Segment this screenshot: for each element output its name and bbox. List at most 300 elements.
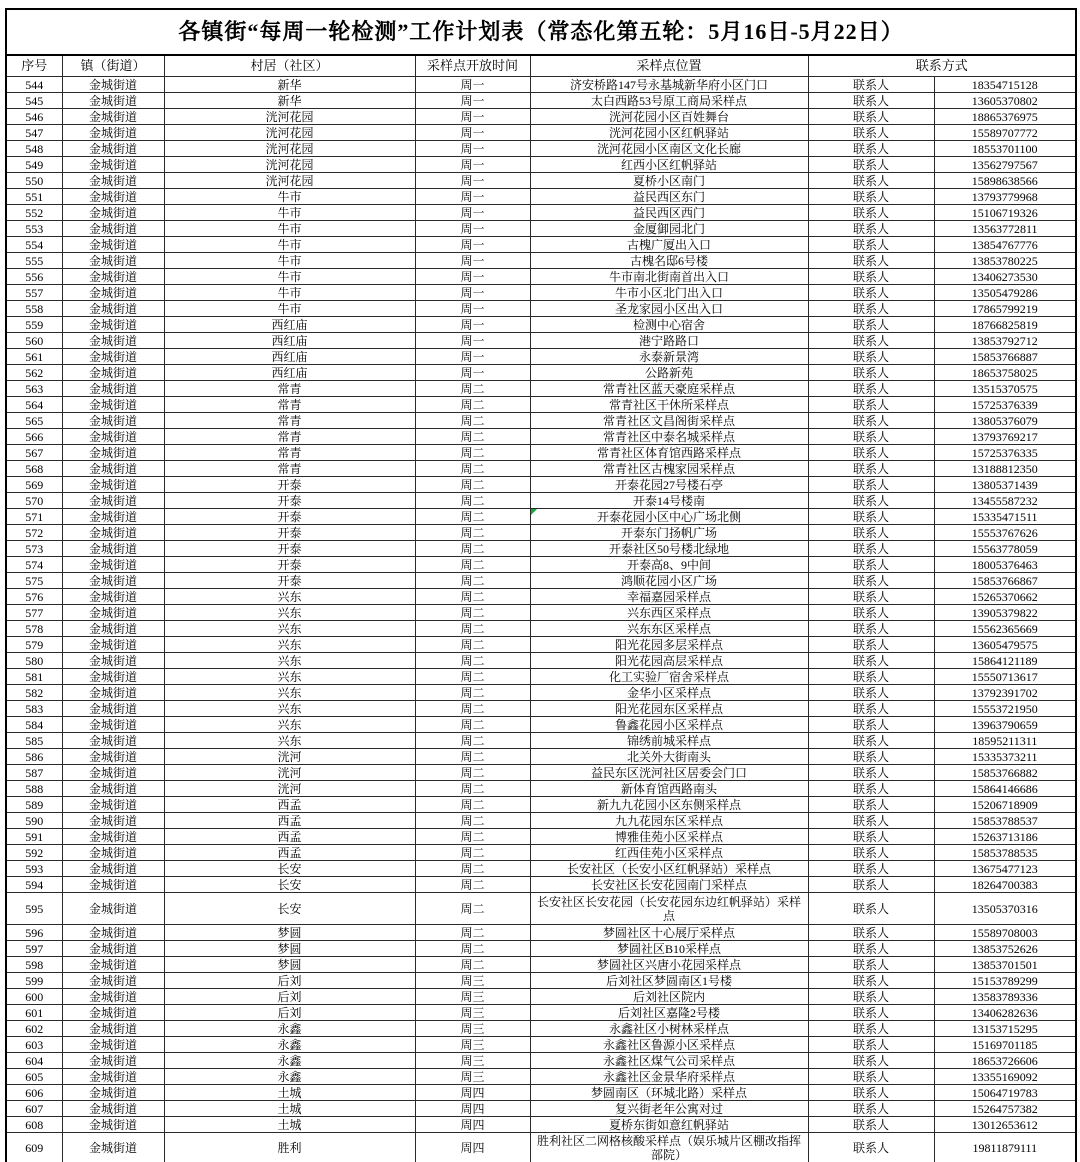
cell-no: 597 xyxy=(6,941,62,957)
header-row xyxy=(6,55,1076,77)
cell-village: 土城 xyxy=(164,1085,415,1101)
cell-village: 新华 xyxy=(164,77,415,93)
cell-phone: 13562797567 xyxy=(934,157,1076,173)
cell-contact: 联系人 xyxy=(808,1037,934,1053)
cell-contact: 联系人 xyxy=(808,1005,934,1021)
cell-town: 金城街道 xyxy=(62,845,164,861)
cell-village: 永鑫 xyxy=(164,1021,415,1037)
cell-village: 兴东 xyxy=(164,685,415,701)
cell-phone: 13675477123 xyxy=(934,861,1076,877)
cell-no: 606 xyxy=(6,1085,62,1101)
cell-no: 593 xyxy=(6,861,62,877)
cell-day: 周一 xyxy=(415,365,530,381)
cell-phone: 15153789299 xyxy=(934,973,1076,989)
cell-village: 西红庙 xyxy=(164,333,415,349)
cell-town: 金城街道 xyxy=(62,493,164,509)
cell-day: 周二 xyxy=(415,525,530,541)
cell-no: 584 xyxy=(6,717,62,733)
table-row xyxy=(6,349,1076,365)
cell-location: 长安社区（长安小区红帆驿站）采样点 xyxy=(530,861,808,877)
cell-location: 永鑫社区金景华府采样点 xyxy=(530,1069,808,1085)
table-row xyxy=(6,1021,1076,1037)
cell-day: 周二 xyxy=(415,765,530,781)
cell-contact: 联系人 xyxy=(808,381,934,397)
cell-town: 金城街道 xyxy=(62,381,164,397)
cell-village: 西孟 xyxy=(164,797,415,813)
cell-contact: 联系人 xyxy=(808,477,934,493)
cell-day: 周四 xyxy=(415,1133,530,1162)
cell-contact: 联系人 xyxy=(808,125,934,141)
cell-no: 549 xyxy=(6,157,62,173)
cell-phone: 13854767776 xyxy=(934,237,1076,253)
cell-contact: 联系人 xyxy=(808,413,934,429)
cell-contact: 联系人 xyxy=(808,941,934,957)
table-row xyxy=(6,397,1076,413)
table-row xyxy=(6,749,1076,765)
cell-phone: 13605370802 xyxy=(934,93,1076,109)
table-row xyxy=(6,1069,1076,1085)
cell-location: 兴东东区采样点 xyxy=(530,621,808,637)
cell-location: 新体育馆西路南头 xyxy=(530,781,808,797)
cell-day: 周一 xyxy=(415,173,530,189)
cell-phone: 15553767626 xyxy=(934,525,1076,541)
cell-location: 金厦御园北门 xyxy=(530,221,808,237)
cell-day: 周二 xyxy=(415,477,530,493)
table-row xyxy=(6,877,1076,893)
cell-day: 周二 xyxy=(415,413,530,429)
cell-day: 周二 xyxy=(415,957,530,973)
cell-town: 金城街道 xyxy=(62,765,164,781)
cell-village: 梦圆 xyxy=(164,925,415,941)
cell-note-marker-icon xyxy=(531,509,537,515)
cell-no: 592 xyxy=(6,845,62,861)
cell-contact: 联系人 xyxy=(808,397,934,413)
cell-no: 590 xyxy=(6,813,62,829)
cell-town: 金城街道 xyxy=(62,317,164,333)
cell-phone: 13406273530 xyxy=(934,269,1076,285)
cell-phone: 13853792712 xyxy=(934,333,1076,349)
cell-no: 582 xyxy=(6,685,62,701)
cell-no: 601 xyxy=(6,1005,62,1021)
cell-no: 605 xyxy=(6,1069,62,1085)
cell-town: 金城街道 xyxy=(62,877,164,893)
cell-location: 梦圆社区十心展厅采样点 xyxy=(530,925,808,941)
cell-town: 金城街道 xyxy=(62,173,164,189)
cell-contact: 联系人 xyxy=(808,621,934,637)
table-row xyxy=(6,173,1076,189)
cell-no: 583 xyxy=(6,701,62,717)
cell-town: 金城街道 xyxy=(62,253,164,269)
cell-contact: 联系人 xyxy=(808,1053,934,1069)
cell-location: 益民西区东门 xyxy=(530,189,808,205)
cell-village: 开泰 xyxy=(164,573,415,589)
cell-phone: 19811879111 xyxy=(934,1133,1076,1162)
cell-village: 西孟 xyxy=(164,845,415,861)
cell-contact: 联系人 xyxy=(808,317,934,333)
cell-village: 西红庙 xyxy=(164,365,415,381)
cell-contact: 联系人 xyxy=(808,781,934,797)
table-row xyxy=(6,189,1076,205)
cell-town: 金城街道 xyxy=(62,333,164,349)
cell-location: 益民东区洸河社区居委会门口 xyxy=(530,765,808,781)
table-row xyxy=(6,269,1076,285)
cell-location: 古槐名邸6号楼 xyxy=(530,253,808,269)
table-row xyxy=(6,493,1076,509)
cell-town: 金城街道 xyxy=(62,829,164,845)
cell-contact: 联系人 xyxy=(808,221,934,237)
cell-contact: 联系人 xyxy=(808,845,934,861)
cell-village: 西红庙 xyxy=(164,349,415,365)
cell-day: 周二 xyxy=(415,397,530,413)
cell-no: 550 xyxy=(6,173,62,189)
table-row xyxy=(6,93,1076,109)
table-row xyxy=(6,989,1076,1005)
table-row xyxy=(6,525,1076,541)
cell-phone: 13515370575 xyxy=(934,381,1076,397)
table-row xyxy=(6,1053,1076,1069)
cell-location: 九九花园东区采样点 xyxy=(530,813,808,829)
cell-contact: 联系人 xyxy=(808,509,934,525)
cell-location: 开泰花园小区中心广场北侧 xyxy=(530,509,808,525)
cell-day: 周一 xyxy=(415,333,530,349)
cell-village: 洸河 xyxy=(164,781,415,797)
cell-village: 开泰 xyxy=(164,493,415,509)
cell-location: 阳光花园高层采样点 xyxy=(530,653,808,669)
cell-phone: 15064719783 xyxy=(934,1085,1076,1101)
cell-town: 金城街道 xyxy=(62,221,164,237)
cell-day: 周二 xyxy=(415,541,530,557)
cell-town: 金城街道 xyxy=(62,301,164,317)
cell-village: 梦圆 xyxy=(164,941,415,957)
table-row xyxy=(6,733,1076,749)
cell-day: 周二 xyxy=(415,925,530,941)
cell-town: 金城街道 xyxy=(62,717,164,733)
cell-village: 洸河花园 xyxy=(164,141,415,157)
cell-contact: 联系人 xyxy=(808,893,934,925)
cell-village: 常青 xyxy=(164,397,415,413)
cell-contact: 联系人 xyxy=(808,957,934,973)
cell-town: 金城街道 xyxy=(62,461,164,477)
cell-day: 周三 xyxy=(415,989,530,1005)
cell-location: 阳光花园东区采样点 xyxy=(530,701,808,717)
cell-village: 牛市 xyxy=(164,269,415,285)
cell-no: 565 xyxy=(6,413,62,429)
cell-contact: 联系人 xyxy=(808,669,934,685)
cell-day: 周二 xyxy=(415,845,530,861)
cell-town: 金城街道 xyxy=(62,1117,164,1133)
cell-location: 常青社区干休所采样点 xyxy=(530,397,808,413)
cell-location: 复兴街老年公寓对过 xyxy=(530,1101,808,1117)
table-row xyxy=(6,637,1076,653)
col-header-no: 序号 xyxy=(6,55,62,77)
cell-no: 596 xyxy=(6,925,62,941)
table-row xyxy=(6,141,1076,157)
cell-town: 金城街道 xyxy=(62,605,164,621)
cell-village: 兴东 xyxy=(164,589,415,605)
cell-contact: 联系人 xyxy=(808,1101,934,1117)
cell-day: 周一 xyxy=(415,301,530,317)
cell-contact: 联系人 xyxy=(808,285,934,301)
cell-phone: 15264757382 xyxy=(934,1101,1076,1117)
cell-location: 常青社区体育馆西路采样点 xyxy=(530,445,808,461)
table-row xyxy=(6,669,1076,685)
cell-town: 金城街道 xyxy=(62,77,164,93)
cell-phone: 13963790659 xyxy=(934,717,1076,733)
table-row xyxy=(6,1037,1076,1053)
cell-contact: 联系人 xyxy=(808,141,934,157)
cell-contact: 联系人 xyxy=(808,349,934,365)
cell-contact: 联系人 xyxy=(808,765,934,781)
cell-phone: 13793769217 xyxy=(934,429,1076,445)
cell-no: 575 xyxy=(6,573,62,589)
cell-location: 开泰14号楼南 xyxy=(530,493,808,509)
cell-town: 金城街道 xyxy=(62,285,164,301)
cell-location: 常青社区中泰名城采样点 xyxy=(530,429,808,445)
cell-contact: 联系人 xyxy=(808,589,934,605)
cell-village: 后刘 xyxy=(164,989,415,1005)
cell-town: 金城街道 xyxy=(62,1005,164,1021)
cell-no: 576 xyxy=(6,589,62,605)
cell-no: 570 xyxy=(6,493,62,509)
cell-day: 周一 xyxy=(415,205,530,221)
cell-day: 周二 xyxy=(415,445,530,461)
cell-contact: 联系人 xyxy=(808,1069,934,1085)
col-header-village: 村居（社区） xyxy=(164,55,415,77)
cell-contact: 联系人 xyxy=(808,365,934,381)
cell-town: 金城街道 xyxy=(62,541,164,557)
table-row xyxy=(6,253,1076,269)
cell-day: 周二 xyxy=(415,429,530,445)
table-row xyxy=(6,557,1076,573)
table-row xyxy=(6,365,1076,381)
cell-village: 常青 xyxy=(164,429,415,445)
cell-town: 金城街道 xyxy=(62,1101,164,1117)
table-body xyxy=(6,77,1076,1162)
cell-village: 洸河花园 xyxy=(164,109,415,125)
cell-day: 周二 xyxy=(415,637,530,653)
cell-no: 544 xyxy=(6,77,62,93)
cell-town: 金城街道 xyxy=(62,349,164,365)
cell-contact: 联系人 xyxy=(808,717,934,733)
cell-day: 周三 xyxy=(415,1005,530,1021)
cell-no: 607 xyxy=(6,1101,62,1117)
cell-location: 洸河花园小区百姓舞台 xyxy=(530,109,808,125)
cell-day: 周二 xyxy=(415,717,530,733)
cell-day: 周二 xyxy=(415,685,530,701)
cell-location: 幸福嘉园采样点 xyxy=(530,589,808,605)
cell-day: 周二 xyxy=(415,509,530,525)
cell-phone: 13153715295 xyxy=(934,1021,1076,1037)
cell-phone: 15853788535 xyxy=(934,845,1076,861)
cell-contact: 联系人 xyxy=(808,493,934,509)
cell-day: 周二 xyxy=(415,653,530,669)
cell-village: 西孟 xyxy=(164,813,415,829)
cell-location: 永泰新景湾 xyxy=(530,349,808,365)
table-row xyxy=(6,893,1076,925)
cell-phone: 13605479575 xyxy=(934,637,1076,653)
cell-village: 常青 xyxy=(164,413,415,429)
table-row xyxy=(6,509,1076,525)
cell-day: 周三 xyxy=(415,1053,530,1069)
cell-phone: 18653726606 xyxy=(934,1053,1076,1069)
table-row xyxy=(6,1133,1076,1162)
cell-phone: 15589708003 xyxy=(934,925,1076,941)
table-row xyxy=(6,413,1076,429)
cell-phone: 13188812350 xyxy=(934,461,1076,477)
cell-day: 周四 xyxy=(415,1101,530,1117)
cell-town: 金城街道 xyxy=(62,525,164,541)
cell-phone: 15853788537 xyxy=(934,813,1076,829)
table-row xyxy=(6,861,1076,877)
cell-village: 兴东 xyxy=(164,621,415,637)
cell-village: 土城 xyxy=(164,1101,415,1117)
cell-no: 563 xyxy=(6,381,62,397)
cell-village: 洸河花园 xyxy=(164,125,415,141)
cell-no: 567 xyxy=(6,445,62,461)
cell-day: 周一 xyxy=(415,237,530,253)
cell-phone: 13805371439 xyxy=(934,477,1076,493)
cell-location: 常青社区蓝天豪庭采样点 xyxy=(530,381,808,397)
cell-village: 开泰 xyxy=(164,525,415,541)
table-row xyxy=(6,77,1076,93)
table-row xyxy=(6,957,1076,973)
cell-day: 周二 xyxy=(415,797,530,813)
cell-no: 572 xyxy=(6,525,62,541)
cell-town: 金城街道 xyxy=(62,973,164,989)
cell-day: 周一 xyxy=(415,285,530,301)
cell-town: 金城街道 xyxy=(62,621,164,637)
cell-day: 周二 xyxy=(415,557,530,573)
cell-phone: 13563772811 xyxy=(934,221,1076,237)
cell-no: 560 xyxy=(6,333,62,349)
cell-town: 金城街道 xyxy=(62,509,164,525)
cell-no: 577 xyxy=(6,605,62,621)
cell-village: 洸河花园 xyxy=(164,173,415,189)
cell-contact: 联系人 xyxy=(808,189,934,205)
cell-day: 周二 xyxy=(415,941,530,957)
cell-contact: 联系人 xyxy=(808,445,934,461)
cell-village: 土城 xyxy=(164,1117,415,1133)
cell-no: 553 xyxy=(6,221,62,237)
cell-day: 周二 xyxy=(415,861,530,877)
cell-village: 牛市 xyxy=(164,205,415,221)
cell-village: 洸河 xyxy=(164,749,415,765)
cell-location: 兴东西区采样点 xyxy=(530,605,808,621)
cell-village: 后刘 xyxy=(164,1005,415,1021)
cell-town: 金城街道 xyxy=(62,573,164,589)
cell-phone: 15106719326 xyxy=(934,205,1076,221)
cell-location: 开泰东门扬帆广场 xyxy=(530,525,808,541)
cell-village: 兴东 xyxy=(164,733,415,749)
cell-location: 阳光花园多层采样点 xyxy=(530,637,808,653)
cell-contact: 联系人 xyxy=(808,685,934,701)
cell-village: 常青 xyxy=(164,381,415,397)
cell-contact: 联系人 xyxy=(808,93,934,109)
table-row xyxy=(6,301,1076,317)
table-row xyxy=(6,285,1076,301)
cell-contact: 联系人 xyxy=(808,605,934,621)
cell-location: 红西佳苑小区采样点 xyxy=(530,845,808,861)
cell-village: 梦圆 xyxy=(164,957,415,973)
cell-contact: 联系人 xyxy=(808,573,934,589)
cell-day: 周一 xyxy=(415,93,530,109)
cell-no: 562 xyxy=(6,365,62,381)
table-row xyxy=(6,1101,1076,1117)
cell-phone: 13853752626 xyxy=(934,941,1076,957)
cell-no: 594 xyxy=(6,877,62,893)
cell-no: 545 xyxy=(6,93,62,109)
cell-phone: 13583789336 xyxy=(934,989,1076,1005)
schedule-table xyxy=(5,8,1077,1162)
table-row xyxy=(6,381,1076,397)
table-row xyxy=(6,157,1076,173)
cell-location: 古槐广厦出入口 xyxy=(530,237,808,253)
table-row xyxy=(6,221,1076,237)
cell-day: 周一 xyxy=(415,141,530,157)
cell-phone: 17865799219 xyxy=(934,301,1076,317)
cell-day: 周二 xyxy=(415,701,530,717)
cell-contact: 联系人 xyxy=(808,829,934,845)
cell-contact: 联系人 xyxy=(808,253,934,269)
cell-phone: 15589707772 xyxy=(934,125,1076,141)
cell-contact: 联系人 xyxy=(808,1133,934,1162)
cell-day: 周二 xyxy=(415,605,530,621)
cell-contact: 联系人 xyxy=(808,1117,934,1133)
cell-contact: 联系人 xyxy=(808,925,934,941)
cell-no: 581 xyxy=(6,669,62,685)
cell-village: 永鑫 xyxy=(164,1053,415,1069)
cell-day: 周二 xyxy=(415,733,530,749)
cell-contact: 联系人 xyxy=(808,989,934,1005)
table-row xyxy=(6,925,1076,941)
cell-contact: 联系人 xyxy=(808,461,934,477)
cell-phone: 15265370662 xyxy=(934,589,1076,605)
cell-no: 556 xyxy=(6,269,62,285)
cell-location: 太白西路53号原工商局采样点 xyxy=(530,93,808,109)
cell-phone: 15864146686 xyxy=(934,781,1076,797)
cell-village: 永鑫 xyxy=(164,1069,415,1085)
cell-town: 金城街道 xyxy=(62,1069,164,1085)
cell-town: 金城街道 xyxy=(62,477,164,493)
cell-village: 牛市 xyxy=(164,189,415,205)
cell-village: 洸河 xyxy=(164,765,415,781)
table-row xyxy=(6,765,1076,781)
cell-no: 561 xyxy=(6,349,62,365)
cell-location: 永鑫社区煤气公司采样点 xyxy=(530,1053,808,1069)
cell-day: 周二 xyxy=(415,589,530,605)
table-row xyxy=(6,941,1076,957)
cell-contact: 联系人 xyxy=(808,205,934,221)
cell-contact: 联系人 xyxy=(808,541,934,557)
cell-location: 后刘社区嘉隆2号楼 xyxy=(530,1005,808,1021)
cell-no: 571 xyxy=(6,509,62,525)
cell-no: 548 xyxy=(6,141,62,157)
cell-no: 557 xyxy=(6,285,62,301)
cell-location: 益民西区西门 xyxy=(530,205,808,221)
cell-location: 港宁路路口 xyxy=(530,333,808,349)
cell-no: 586 xyxy=(6,749,62,765)
cell-day: 周三 xyxy=(415,1069,530,1085)
cell-phone: 18005376463 xyxy=(934,557,1076,573)
cell-village: 兴东 xyxy=(164,669,415,685)
cell-day: 周一 xyxy=(415,157,530,173)
cell-town: 金城街道 xyxy=(62,237,164,253)
cell-day: 周一 xyxy=(415,109,530,125)
cell-phone: 18354715128 xyxy=(934,77,1076,93)
cell-no: 566 xyxy=(6,429,62,445)
cell-no: 608 xyxy=(6,1117,62,1133)
cell-day: 周一 xyxy=(415,221,530,237)
